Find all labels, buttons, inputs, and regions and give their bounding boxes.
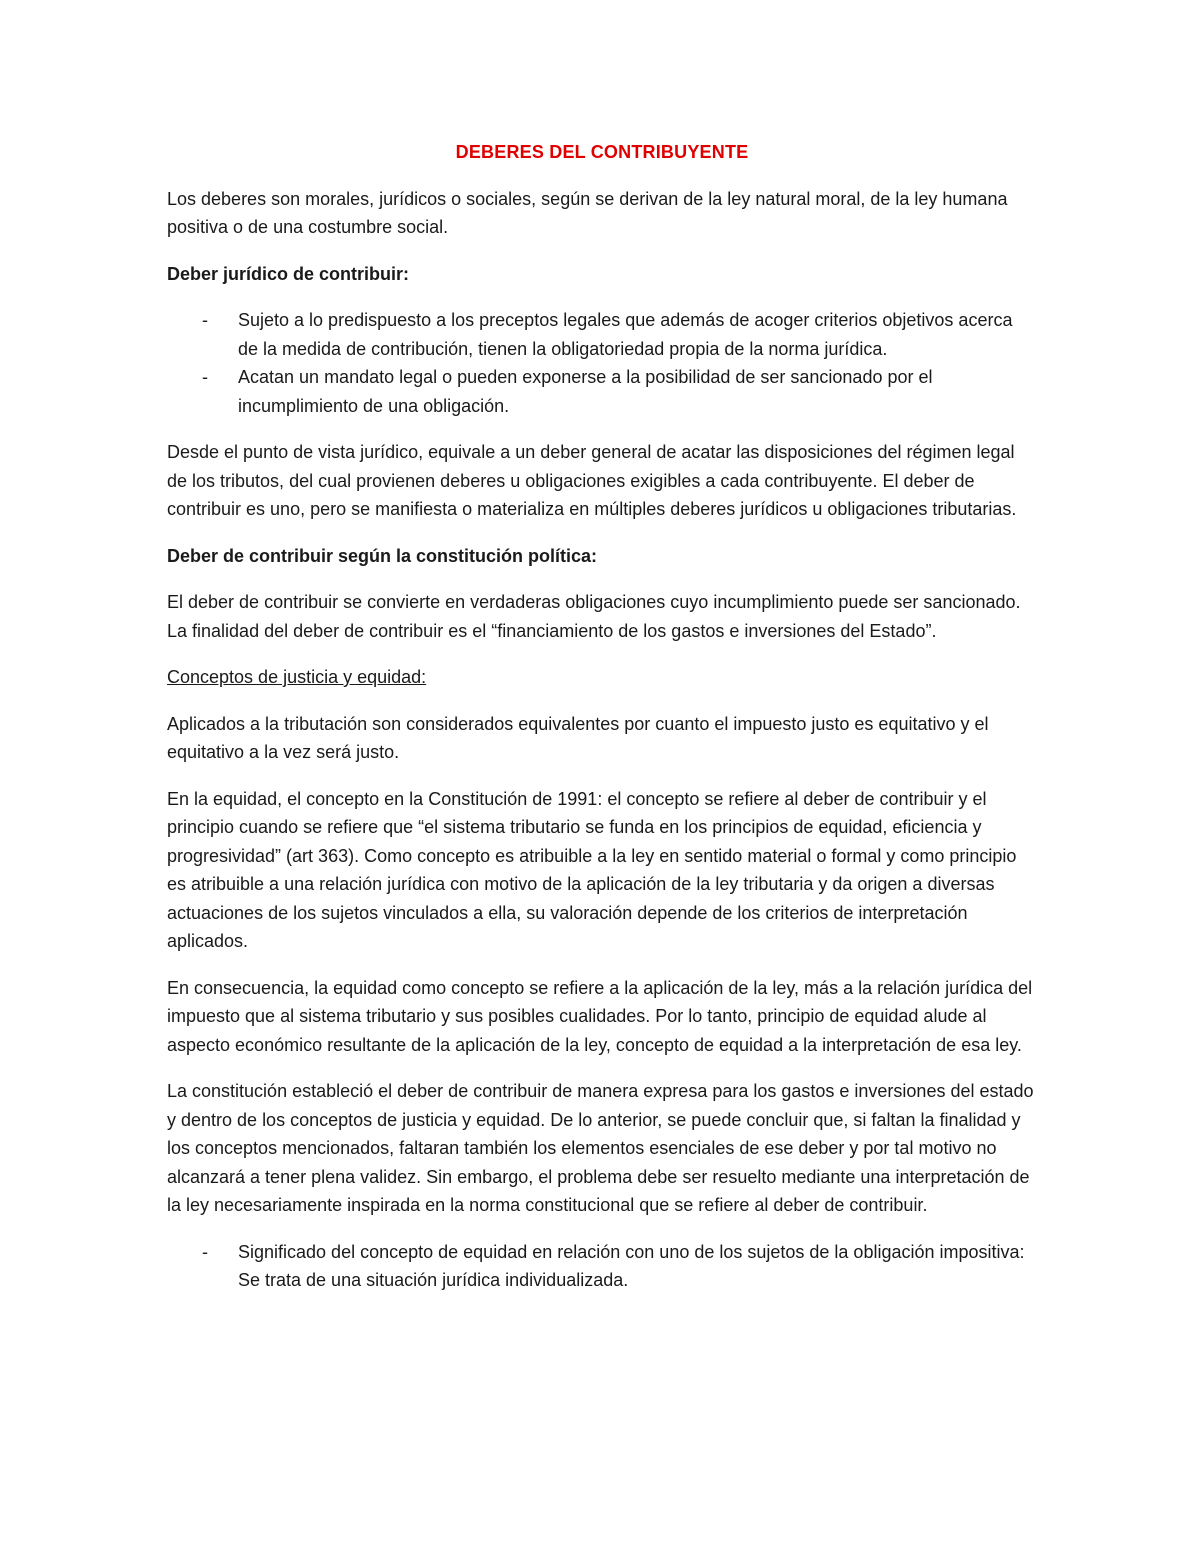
document-title: DEBERES DEL CONTRIBUYENTE <box>455 142 749 162</box>
paragraph-equidad-constitucion: En la equidad, el concepto en la Constitución de 1991: el concepto se refiere al deber de contribuir y el principio cuando se refiere que “el sistema tributario se funda en los principios de equidad, eficiencia y progresividad” (art 363). Como concepto es atribuible a la ley en sentido material o formal y como principio es atribuible a una relación jurídica con motivo de la aplicación de la ley tributaria y da origen a diversas actuaciones de los sujetos vinculados a ella, su valoración depende de los criterios de interpretación aplicados. <box>167 788 1017 951</box>
dash-bullet-icon: - <box>202 367 208 387</box>
paragraph-aplicados: Aplicados a la tributación son considerados equivalentes por cuanto el impuesto justo es equitativo y el equitativo a la vez será justo. <box>167 713 989 762</box>
dash-bullet-icon: - <box>202 1241 208 1262</box>
section-heading-deber-juridico: Deber jurídico de contribuir: <box>167 263 410 284</box>
list-item-text: Sujeto a lo predispuesto a los preceptos legales que además de acoger criterios objetivos acerca de la medida de contribución, tienen la obligatoriedad propia de la norma jurídica. <box>238 310 1013 359</box>
section-heading-constitucion: Deber de contribuir según la constitución política: <box>167 545 598 566</box>
list-item-text: Acatan un mandato legal o pueden exponerse a la posibilidad de ser sancionado por el incumplimiento de una obligación. <box>238 367 933 416</box>
dash-bullet-icon: - <box>202 310 208 330</box>
paragraph-consecuencia: En consecuencia, la equidad como concepto se refiere a la aplicación de la ley, más a la relación jurídica del impuesto que al sistema tributario y sus posibles cualidades. Por lo tanto, principio de equidad alude al aspecto económico resultante de la aplicación de la ley, concepto de equidad a la interpretación de esa ley. <box>167 977 1033 1055</box>
bullet-list-significado <box>167 1238 1037 1295</box>
list-item <box>167 363 1037 420</box>
paragraph-deber-contribuir: El deber de contribuir se convierte en verdaderas obligaciones cuyo incumplimiento puede ser sancionado. La finalidad del deber de contribuir es el “financiamiento de los gastos e inversiones del Estado”. <box>167 592 1021 641</box>
paragraph-punto-de-vista: Desde el punto de vista jurídico, equivale a un deber general de acatar las disposiciones del régimen legal de los tributos, del cual provienen deberes u obligaciones exigibles a cada contribuyente. El deber de contribuir es uno, pero se manifiesta o materializa en múltiples deberes jurídicos u obligaciones tributarias. <box>167 442 1017 519</box>
section-heading-justicia-equidad: Conceptos de justicia y equidad: <box>167 667 427 687</box>
document-body <box>167 138 1037 1313</box>
bullet-list-deber-juridico <box>167 306 1037 420</box>
list-item-text: Significado del concepto de equidad en relación con uno de los sujetos de la obligación impositiva: Se trata de una situación jurídica individualizada. <box>238 1241 1025 1290</box>
intro-paragraph: Los deberes son morales, jurídicos o sociales, según se derivan de la ley natural moral, de la ley humana positiva o de una costumbre social. <box>167 188 1008 237</box>
paragraph-constitucion-establecio: La constitución estableció el deber de contribuir de manera expresa para los gastos e inversiones del estado y dentro de los conceptos de justicia y equidad. De lo anterior, se puede concluir que, si faltan la finalidad y los conceptos mencionados, faltaran también los elementos esenciales de ese deber y por tal motivo no alcanzará a tener plena validez. Sin embargo, el problema debe ser resuelto mediante una interpretación de la ley necesariamente inspirada en la norma constitucional que se refiere al deber de contribuir. <box>167 1081 1034 1215</box>
list-item <box>167 306 1037 363</box>
list-item <box>167 1238 1037 1295</box>
